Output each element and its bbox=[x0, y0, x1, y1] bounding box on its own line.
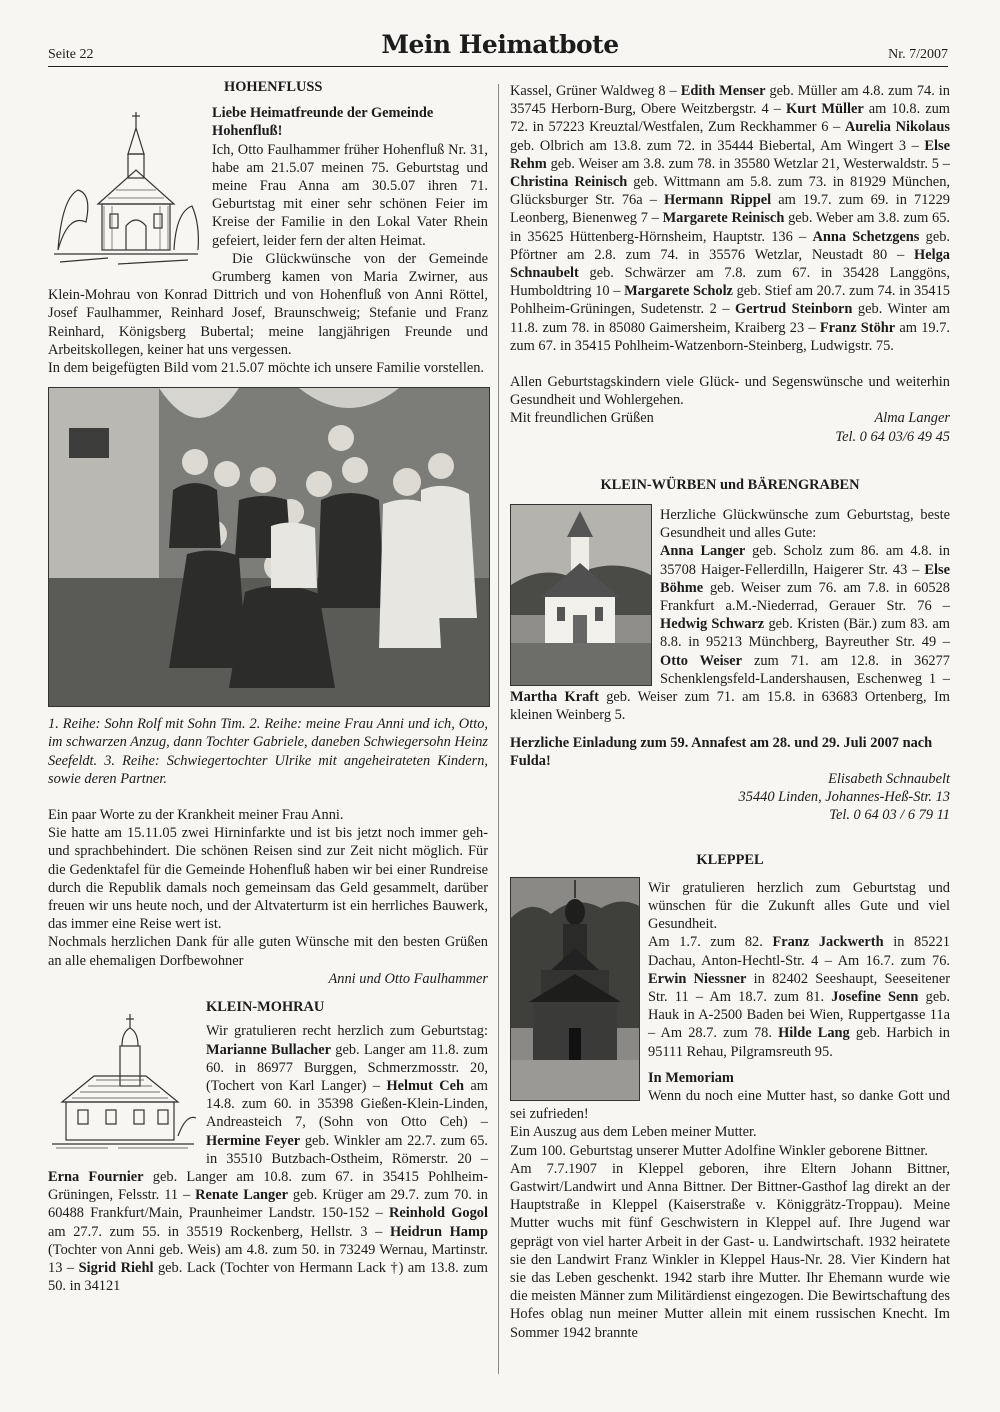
left-column bbox=[48, 78, 488, 1295]
family-photo bbox=[48, 387, 490, 707]
closing-line bbox=[510, 409, 950, 427]
person-name: Edith Menser bbox=[680, 83, 766, 99]
klein-wuerben-section bbox=[510, 476, 950, 825]
page-number: Seite 22 bbox=[48, 47, 94, 62]
person-name: Hermine Feyer bbox=[206, 1132, 301, 1149]
person-details: geb. Winkler am 22.7. zum 65. in 35510 Butzbach-Ostheim, Römerstr. 20 – bbox=[206, 1132, 489, 1167]
person-name: Franz Stöhr bbox=[819, 319, 896, 336]
person-details: geb. Weiser zum 71. am 15.8. in 63683 Ortenberg, Im kleinen Weinberg 5. bbox=[510, 689, 950, 724]
photo-caption: 1. Reihe: Sohn Rolf mit Sohn Tim. 2. Reihe: meine Frau Anni und ich, Otto, im schwarzen Anzug, dann Tochter Gabriele, daneben Schwiegersohn Heinz Seefeldt. 3. Reihe: Schwiegertochter Ulrike mit angeheirateten Kindern, sowie deren Partner. bbox=[48, 716, 488, 787]
person-name: Anna Langer bbox=[660, 543, 746, 560]
kleppel-church-photo bbox=[510, 877, 640, 1101]
person-details: geb. Stief am 20.7. zum 74. in 35415 Pohlheim-Grüningen, Sudetenstr. 2 – bbox=[510, 283, 950, 318]
annafest-invitation: Herzliche Einladung zum 59. Annafest am 28. und 29. Juli 2007 nach Fulda! bbox=[510, 734, 933, 769]
invitation-address: 35440 Linden, Johannes-Heß-Str. 13 bbox=[738, 789, 950, 806]
hohenfluss-paragraph: Nochmals herzlichen Dank für alle guten Wünsche mit den besten Grüßen an alle ehemaligen Dorfbewohner bbox=[48, 934, 488, 969]
person-details: geb. Krüger am 29.7. zum 70. in 60488 Frankfurt/Main, Praunheimer Landstr. 150-152 – bbox=[48, 1187, 488, 1222]
person-name: Renate Langer bbox=[195, 1187, 288, 1204]
person-name: Aurelia Nikolaus bbox=[844, 119, 950, 136]
column-rule bbox=[498, 84, 499, 1374]
header-rule bbox=[48, 66, 948, 67]
person-details: in 85221 Dachau, Anton-Hechtl-Str. 4 – Am 16.7. zum 76. bbox=[648, 934, 950, 969]
person-name: Hedwig Schwarz bbox=[660, 616, 765, 633]
signer-name: Alma Langer bbox=[874, 410, 950, 427]
memoriam-quote: Wenn du noch eine Mutter hast, so danke Gott und sei zufrieden! bbox=[510, 1087, 950, 1123]
person-name: Helmut Ceh bbox=[386, 1077, 465, 1094]
person-name: Martha Kraft bbox=[510, 689, 599, 706]
hohenfluss-title: HOHENFLUSS bbox=[224, 79, 323, 95]
continued-list bbox=[510, 83, 950, 354]
person-details: am 14.8. zum 60. in 35398 Gießen-Klein-Linden, Andreasteich 7, (Sohn von Otto Ceh) – bbox=[206, 1077, 488, 1131]
kleppel-intro: Wir gratulieren herzlich zum Geburtstag und wünschen für die Zukunft alles Gute und viel Gesundheit. bbox=[648, 879, 950, 933]
person-name: Kurt Müller bbox=[786, 101, 864, 118]
klein-mohrau-section bbox=[48, 998, 488, 1295]
person-details: geb. Scholz zum 86. am 4.8. in 35708 Haiger-Fellerdilln, Haigerer Str. 43 – bbox=[660, 543, 950, 578]
person-name: Otto Weiser bbox=[660, 652, 743, 669]
chapel-sketch-icon bbox=[48, 94, 204, 274]
person-name: Heidrun Hamp bbox=[389, 1223, 488, 1240]
klein-wuerben-intro: Herzliche Glückwünsche zum Geburtstag, beste Gesundheit und alles Gute: bbox=[660, 507, 950, 542]
hohenfluss-paragraph: Ein paar Worte zu der Krankheit meiner Frau Anni. bbox=[48, 807, 344, 824]
signer-phone: Tel. 0 64 03/6 49 45 bbox=[835, 428, 950, 445]
right-column bbox=[510, 82, 950, 1342]
person-name: Reinhold Gogol bbox=[389, 1205, 489, 1222]
person-details: (Tochter von Anni geb. Weis) am 4.8. zum 50. in 73249 Wernau, Martinstr. 13 – bbox=[48, 1241, 488, 1276]
person-details: am 27.7. zum 55. in 35519 Rockenberg, Hellstr. 3 – bbox=[48, 1223, 390, 1240]
birthday-list-continued bbox=[510, 82, 950, 355]
memoriam-paragraph: Ein Auszug aus dem Leben meiner Mutter. bbox=[510, 1124, 757, 1141]
kleppel-section bbox=[510, 851, 950, 1342]
person-name: Josefine Senn bbox=[831, 988, 919, 1005]
klein-wuerben-chapel-photo bbox=[510, 504, 652, 686]
person-details: am 19.7. zum 69. in 71229 Leonberg, Bienenweg 7 – bbox=[510, 192, 950, 227]
birthday-wishes: Allen Geburtstagskindern viele Glück- und Segenswünsche und weiterhin Gesundheit und Wohlergehen. bbox=[510, 374, 950, 409]
person-details: geb. Weber am 3.8. zum 65. in 35625 Hüttenberg-Hörnsheim, Hauptstr. 136 – bbox=[510, 210, 950, 245]
family-group-photo-icon bbox=[49, 388, 489, 706]
in-memoriam-title: In Memoriam bbox=[648, 1069, 734, 1086]
invitation-signer: Elisabeth Schnaubelt bbox=[828, 770, 950, 787]
person-details: geb. Winter am 11.8. zum 78. in 85080 Gaimersheim, Kraiberg 23 – bbox=[510, 301, 950, 336]
person-name: Hermann Rippel bbox=[664, 192, 772, 209]
masthead-title: Mein Heimatbote bbox=[381, 30, 619, 59]
person-name: Margarete Scholz bbox=[624, 283, 733, 300]
person-details: geb. Kristen (Bär.) zum 83. am 8.8. in 95213 Münchberg, Bayreuther Str. 49 – bbox=[660, 616, 950, 651]
person-name: Erwin Niessner bbox=[648, 970, 747, 987]
hohenfluss-paragraph: In dem beigefügten Bild vom 21.5.07 möchte ich unsere Familie vorstellen. bbox=[48, 360, 485, 377]
klein-mohrau-intro: Wir gratulieren recht herzlich zum Geburtstag: bbox=[206, 1023, 488, 1040]
person-details: geb. Harbich in 95111 Rehau, Pilgramsreuth 95. bbox=[648, 1025, 951, 1060]
person-details: am 19.7. zum 67. in 35415 Pohlheim-Watzenborn-Steinberg, Ludwigstr. 75. bbox=[510, 319, 951, 354]
hohenfluss-greeting: Liebe Heimatfreunde der Gemeinde Hohenfluß! bbox=[212, 105, 434, 140]
chapel-photo-icon bbox=[511, 505, 651, 685]
person-details: geb. Schwärzer am 7.8. zum 67. in 35428 Langgöns, Humboldtring 10 – bbox=[510, 265, 950, 300]
person-details: geb. Pförtner am 2.8. zum 74. in 35576 Wetzlar, Neustadt 80 – bbox=[510, 228, 950, 263]
klein-mohrau-title: KLEIN-MOHRAU bbox=[206, 999, 325, 1016]
person-name: Christina Reinisch bbox=[510, 174, 628, 191]
hohenfluss-chapel-figure bbox=[48, 94, 204, 274]
person-details: geb. Müller am 4.8. zum 74. in 35745 Herborn-Burg, Obere Weitzbergstr. 4 – bbox=[510, 83, 950, 118]
person-name: Marianne Bullacher bbox=[206, 1041, 331, 1058]
kleppel-title: KLEPPEL bbox=[696, 851, 764, 868]
person-details: geb. Langer am 10.8. zum 67. in 35415 Pohlheim-Grüningen, Felsstr. 11 – bbox=[48, 1168, 489, 1204]
hohenfluss-paragraph: Sie hatte am 15.11.05 zwei Hirninfarkte und ist bis jetzt noch immer geh- und sprachbehindert. Die schönen Reisen sind zur Zeit nicht möglich. Für die Gedenktafel für die Gemeinde Hohenfluß haben wir bei einer Rundreise durch die Republik damals noch gemeinsam das Geld gesammelt, darüber freuen wir uns heute noch, und der Altvaterturm ist ein herrliches Bauwerk, das immer eine Reise wert ist. bbox=[48, 825, 488, 933]
person-name: Anna Schetzgens bbox=[812, 228, 920, 245]
kleppel-list-lead: Am 1.7. zum 82. bbox=[648, 934, 773, 951]
person-name: Gertrud Steinborn bbox=[735, 301, 853, 318]
person-details: geb. Weiser zum 76. am 7.8. in 60528 Frankfurt a.M.-Niederrad, Gerauer Str. 76 – bbox=[660, 579, 950, 615]
person-details: geb. Olbrich am 13.8. zum 72. in 35444 Biebertal, Am Wingert 3 – bbox=[510, 137, 925, 154]
issue-number: Nr. 7/2007 bbox=[888, 47, 948, 62]
person-name: Else Rehm bbox=[510, 137, 950, 172]
memoriam-paragraph: Zum 100. Geburtstag unserer Mutter Adolfine Winkler geborene Bittner. bbox=[510, 1142, 928, 1159]
person-details: in 82402 Seeshaupt, Seeseitener Str. 11 – Am 18.7. zum 81. bbox=[648, 970, 950, 1005]
person-name: Franz Jackwerth bbox=[772, 934, 884, 951]
person-name: Erna Fournier bbox=[48, 1168, 144, 1185]
person-name: Margarete Reinisch bbox=[662, 210, 785, 227]
kleppel-list bbox=[648, 934, 950, 1059]
person-details: geb. Lack (Tochter von Hermann Lack †) am 13.8. zum 50. in 34121 bbox=[48, 1259, 488, 1295]
hohenfluss-signature: Anni und Otto Faulhammer bbox=[328, 970, 488, 987]
klein-wuerben-title: KLEIN-WÜRBEN und BÄRENGRABEN bbox=[600, 476, 860, 493]
person-name: Helga Schnaubelt bbox=[510, 246, 950, 282]
person-details: geb. Weiser am 3.8. zum 78. in 35580 Wetzlar 21, Westerwaldstr. 5 – bbox=[546, 155, 950, 172]
person-details: geb. Hauk in A-2500 Baden bei Wien, Ruppertgasse 11a – Am 28.7. zum 78. bbox=[648, 988, 950, 1042]
person-details: am 10.8. zum 72. in 57223 Kreuztal/Westfalen, Zum Reckhammer 6 – bbox=[510, 101, 950, 136]
person-name: Else Böhme bbox=[660, 561, 950, 596]
person-name: Hilde Lang bbox=[778, 1025, 850, 1042]
person-details: geb. Wittmann am 5.8. zum 73. in 81929 München, Glücksburger Str. 76a – bbox=[510, 174, 950, 209]
klein-mohrau-church-figure bbox=[48, 1010, 198, 1152]
continued-lead: Kassel, Grüner Waldweg 8 – bbox=[510, 83, 681, 99]
hohenfluss-section bbox=[48, 78, 488, 988]
person-name: Sigrid Riehl bbox=[78, 1259, 154, 1276]
invitation-phone: Tel. 0 64 03 / 6 79 11 bbox=[829, 807, 950, 824]
church-sketch-icon bbox=[48, 1010, 198, 1152]
person-details: zum 71. am 12.8. in 36277 Schenklengsfeld-Landershausen, Eschenweg 1 – bbox=[660, 652, 950, 687]
person-details: geb. Langer am 11.8. zum 60. in 86977 Burggen, Schmerzmosstr. 20, (Tochert von Karl Langer) – bbox=[206, 1041, 489, 1094]
closing-text: Mit freundlichen Grüßen bbox=[510, 410, 654, 427]
memoriam-paragraph: Am 7.7.1907 in Kleppel geboren, ihre Eltern Johann Bittner, Gastwirt/Landwirt und Anna Bittner. Der Bittner-Gasthof lag direkt an der Hauptstraße in Kleppel (Kaiserstraße v. Königgrätz-Troppau). Meine Mutter wuchs mit fünf Geschwistern in Kleppel auf. Ihre Jugend war geprägt von viel harter Arbeit in der Gast- u. Landwirtschaft. 1932 heiratete sie den Landwirt Franz Winkler in Kleppel Haus-Nr. 28. Vier Kindern hat sie das Leben geschenkt. 1942 starb ihre Mutter. Ihr Ehemann wurde wie die meisten Männer zum Militärdienst eingezogen. Die Bewirtschaftung des Hofes oblag nun meiner Mutter allein mit einem russischen Knecht. Im Sommer 1942 brannte bbox=[510, 1160, 950, 1341]
wooden-church-photo-icon bbox=[511, 878, 639, 1100]
hohenfluss-paragraph: Ich, Otto Faulhammer früher Hohenfluß Nr. 31, habe am 21.5.07 meinen 75. Geburtstag und meine Frau Anna am 30.5.07 ihren 71. Geburtstag mit einer sehr schönen Feier im Kreise der Familie in den Lokal Vater Rhein gefeiert, leider fern der alten Heimat. bbox=[212, 141, 488, 249]
hohenfluss-paragraph: Die Glückwünsche von der Gemeinde Grumberg kamen von Maria Zwirner, aus Klein-Mohrau von Konrad Dittrich und von Hohenfluß von Anni Röttel, Josef Faulhammer, Reinhard Josef, Braunschweig; Stefanie und Franz Reinhard, Königsberg Bubertal; meine langjährigen Freunde und Arbeitskollegen, keiner hat uns vergessen. bbox=[48, 250, 488, 358]
